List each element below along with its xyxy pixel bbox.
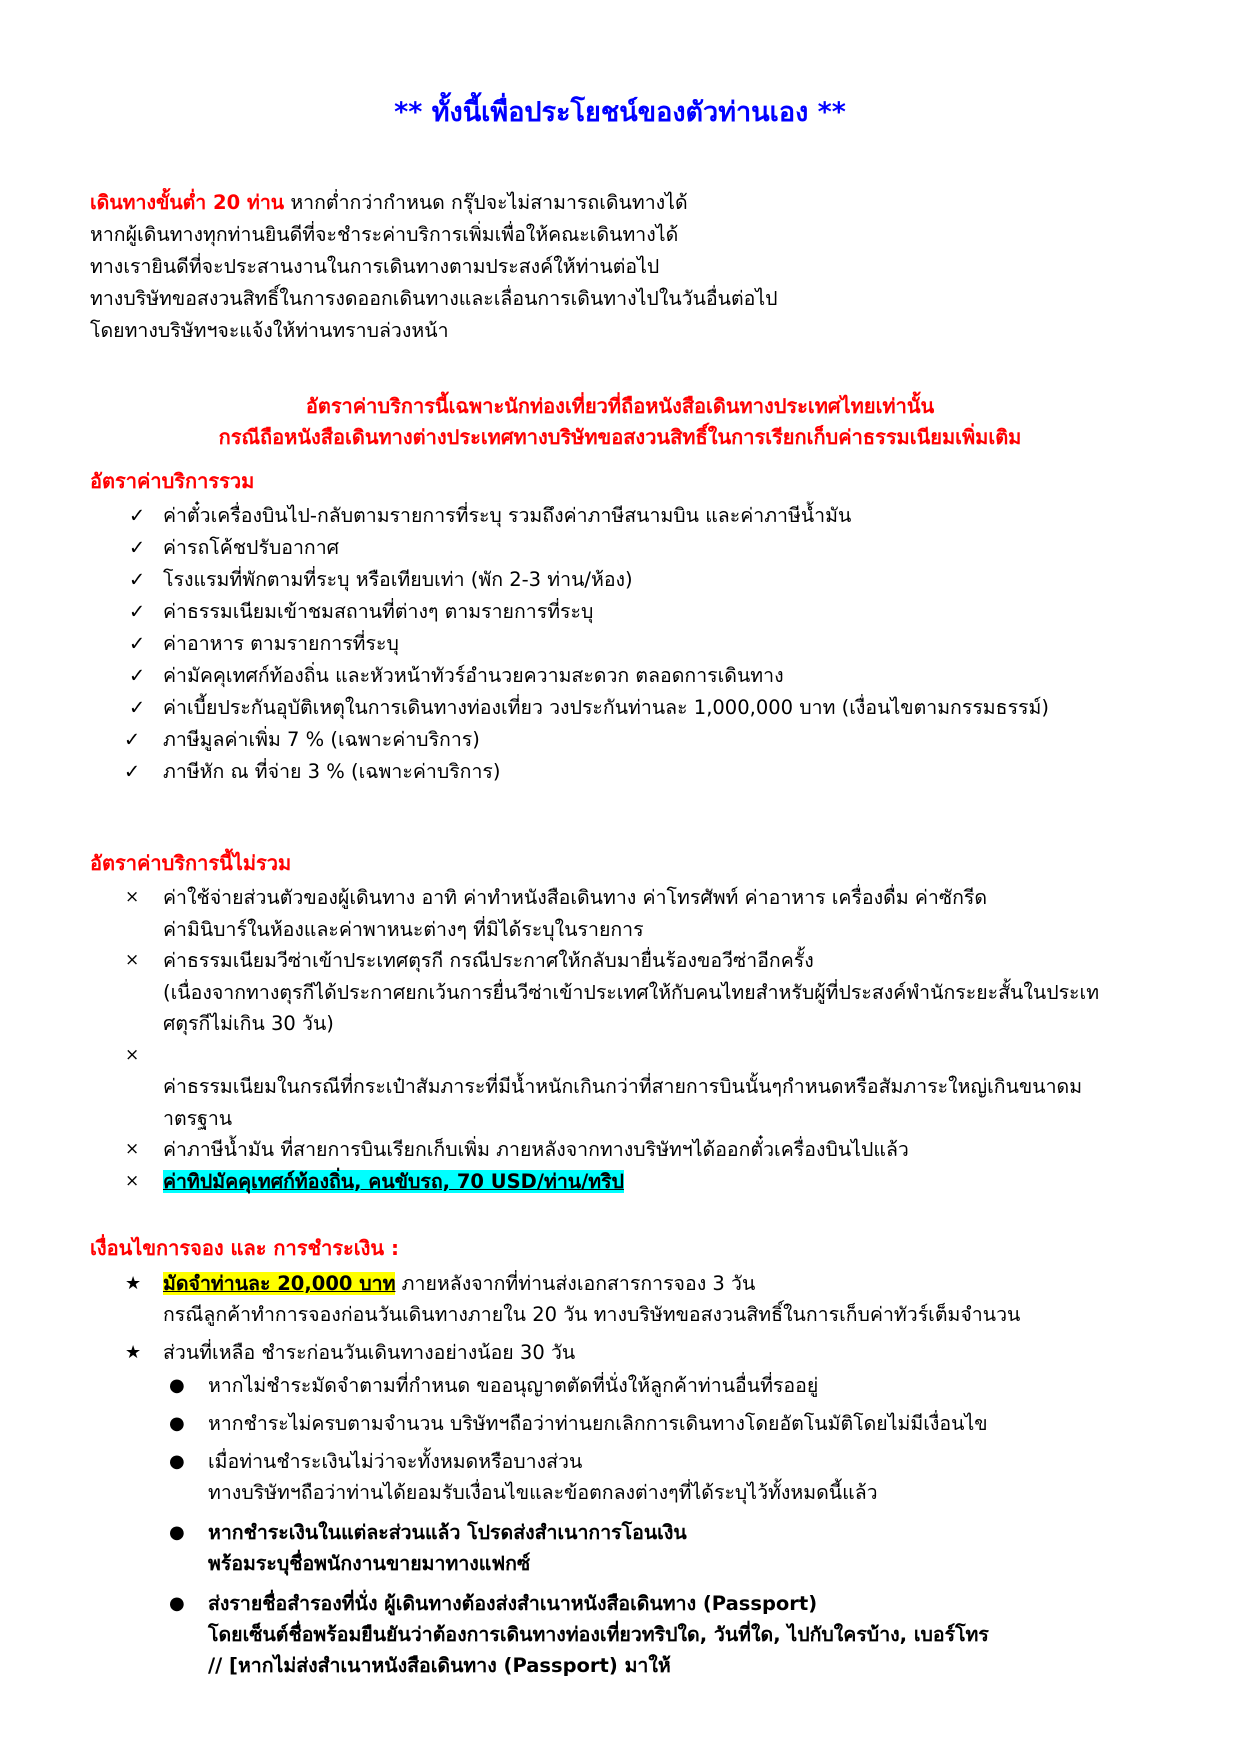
list-item: ✓ ค่าตั๋วเครื่องบินไป-กลับตามรายการที่ระบุ รวมถึงค่าภาษีสนามบิน และค่าภาษีน้ำมัน	[125, 500, 1205, 532]
cross-icon: ×	[125, 1044, 140, 1065]
list-item: ✓ ค่ามัคคุเทศก์ท้องถิ่น และหัวหน้าทัวร์อำนวยความสะดวก ตลอดการเดินทาง	[125, 660, 1205, 692]
list-item: ✓ ภาษีหัก ณ ที่จ่าย 3 % (เฉพาะค่าบริการ)	[125, 756, 1205, 788]
check-icon: ✓	[123, 760, 141, 783]
bullet-icon: ●	[169, 1375, 185, 1396]
list-item: × ค่าภาษีน้ำมัน ที่สายการบินเรียกเก็บเพิ่ม ภายหลังจากทางบริษัทฯได้ออกตั๋วเครื่องบินไปแล้ว	[125, 1134, 1215, 1166]
list-item: ● เมื่อท่านชำระเงินไม่ว่าจะทั้งหมดหรือบางส่วน ทางบริษัทฯถือว่าท่านได้ยอมรับเงื่อนไขและข้อตกลงต่างๆที่ได้ระบุไว้ทั้งหมดนี้แล้ว	[165, 1446, 1215, 1508]
booking-list	[125, 1268, 1215, 1368]
passport-notice	[0, 391, 1240, 453]
deposit-highlight: มัดจำท่านละ 20,000 บาท	[163, 1272, 396, 1295]
cross-icon: ×	[125, 1170, 140, 1191]
list-item: ★ ส่วนที่เหลือ ชำระก่อนวันเดินทางอย่างน้อย 30 วัน	[125, 1337, 1215, 1368]
intro-line-1: เดินทางขั้นต่ำ 20 ท่าน หากต่ำกว่ากำหนด กรุ๊ปจะไม่สามารถเดินทางได้	[90, 191, 688, 214]
list-item: ★ มัดจำท่านละ 20,000 บาท ภายหลังจากที่ท่านส่งเอกสารการจอง 3 วัน กรณีลูกค้าทำการจองก่อนวันเดินทางภายใน 20 วัน ทางบริษัทขอสงวนสิทธิ์ในการเก็บค่าทัวร์เต็มจำนวน	[125, 1268, 1215, 1330]
list-item: ● หากชำระเงินในแต่ละส่วนแล้ว โปรดส่งสำเนาการโอนเงิน พร้อมระบุชื่อพนักงานขายมาทางแฟกซ์	[165, 1517, 1215, 1579]
list-item: ✓ ค่ารถโค้ชปรับอากาศ	[125, 532, 1205, 564]
included-list	[125, 500, 1205, 788]
check-icon: ✓	[128, 600, 146, 623]
list-item: × ค่าใช้จ่ายส่วนตัวของผู้เดินทาง อาทิ ค่าทำหนังสือเดินทาง ค่าโทรศัพท์ ค่าอาหาร เครื่องดื่ม ค่าซักรีด ค่ามินิบาร์ในห้องและค่าพาหนะต่างๆ ที่มิได้ระบุในรายการ	[125, 882, 1215, 945]
bullet-icon: ●	[169, 1451, 185, 1472]
cross-icon: ×	[125, 887, 140, 907]
list-item: ✓ ค่าธรรมเนียมเข้าชมสถานที่ต่างๆ ตามรายการที่ระบุ	[125, 596, 1205, 628]
check-icon: ✓	[128, 536, 146, 559]
list-item: × ค่าธรรมเนียมในกรณีที่กระเป๋าสัมภาระที่มีน้ำหนักเกินกว่าที่สายการบินนั้นๆกำหนดหรือสัมภาระใหญ่เกินขนาดม าตรฐาน	[125, 1040, 1215, 1135]
intro-line-3: ทางเรายินดีที่จะประสานงานในการเดินทางตามประสงค์ให้ท่านต่อไป	[90, 255, 660, 278]
intro-line-5: โดยทางบริษัทฯจะแจ้งให้ท่านทราบล่วงหน้า	[90, 319, 449, 342]
star-icon: ★	[125, 1342, 142, 1363]
list-item: ✓ ภาษีมูลค่าเพิ่ม 7 % (เฉพาะค่าบริการ)	[125, 724, 1205, 756]
intro-line-4: ทางบริษัทขอสงวนสิทธิ์ในการงดออกเดินทางและเลื่อนการเดินทางไปในวันอื่นต่อไป	[90, 287, 778, 310]
bullet-icon: ●	[169, 1593, 185, 1614]
cross-icon: ×	[125, 1139, 140, 1159]
check-icon: ✓	[128, 504, 146, 527]
page-title: ** ทั้งนี้เพื่อประโยชน์ของตัวท่านเอง **	[394, 97, 846, 128]
notice-line-2: กรณีถือหนังสือเดินทางต่างประเทศทางบริษัทขอสงวนสิทธิ์ในการเรียกเก็บค่าธรรมเนียมเพิ่มเติม	[218, 425, 1022, 449]
list-item: × ค่าธรรมเนียมวีซ่าเข้าประเทศตุรกี กรณีประกาศให้กลับมายื่นร้องขอวีซ่าอีกครั้ง (เนื่องจากทางตุรกีได้ประกาศยกเว้นการยื่นวีซ่าเข้าประเทศให้กับคนไทยสำหรับผู้ที่ประสงค์พำนักระยะสั้นในประเท ศตุรกีไม่เกิน 30 วัน)	[125, 945, 1215, 1040]
intro-section	[90, 187, 1190, 347]
list-item: ● ส่งรายชื่อสำรองที่นั่ง ผู้เดินทางต้องส่งสำเนาหนังสือเดินทาง (Passport) โดยเซ็นต์ชื่อพร้อมยืนยันว่าต้องการเดินทางท่องเที่ยวทริปใด, วันที่ใด, ไปกับใครบ้าง, เบอร์โทร // [หากไม่ส่งสำเนาหนังสือเดินทาง (Passport) มาให้	[165, 1588, 1215, 1681]
intro-line-2: หากผู้เดินทางทุกท่านยินดีที่จะชำระค่าบริการเพิ่มเพื่อให้คณะเดินทางได้	[90, 223, 679, 246]
payment-conditions-list	[165, 1370, 1215, 1681]
list-item: ● หากไม่ชำระมัดจำตามที่กำหนด ขออนุญาตตัดที่นั่งให้ลูกค้าท่านอื่นที่รออยู่	[165, 1370, 1215, 1401]
list-item: ✓ ค่าเบี้ยประกันอุบัติเหตุในการเดินทางท่องเที่ยว วงประกันท่านละ 1,000,000 บาท (เงื่อนไขตามกรรมธรรม์)	[125, 692, 1205, 724]
notice-line-1: อัตราค่าบริการนี้เฉพาะนักท่องเที่ยวที่ถือหนังสือเดินทางประเทศไทยเท่านั้น	[305, 394, 935, 418]
excluded-list	[125, 882, 1215, 1197]
list-item: ✓ โรงแรมที่พักตามที่ระบุ หรือเทียบเท่า (พัก 2-3 ท่าน/ห้อง)	[125, 564, 1205, 596]
cross-icon: ×	[125, 950, 140, 970]
bullet-icon: ●	[169, 1413, 185, 1434]
check-icon: ✓	[128, 632, 146, 655]
check-icon: ✓	[123, 728, 141, 751]
included-heading: อัตราค่าบริการรวม	[90, 469, 255, 493]
star-icon: ★	[125, 1273, 142, 1294]
check-icon: ✓	[128, 696, 146, 719]
list-item: ● หากชำระไม่ครบตามจำนวน บริษัทฯถือว่าท่านยกเลิกการเดินทางโดยอัตโนมัติโดยไม่มีเงื่อนไข	[165, 1408, 1215, 1439]
list-item	[125, 1166, 1215, 1198]
list-item: ✓ ค่าอาหาร ตามรายการที่ระบุ	[125, 628, 1205, 660]
bullet-icon: ●	[169, 1522, 185, 1543]
booking-heading: เงื่อนไขการจอง และ การชำระเงิน :	[90, 1236, 400, 1260]
min-travel-text: เดินทางขั้นต่ำ 20 ท่าน	[90, 191, 285, 214]
check-icon: ✓	[128, 664, 146, 687]
tip-highlight: ค่าทิปมัคคุเทศก์ท้องถิ่น, คนขับรถ, 70 USD/ท่าน/ทริป	[163, 1169, 624, 1193]
check-icon: ✓	[128, 568, 146, 591]
excluded-heading: อัตราค่าบริการนี้ไม่รวม	[90, 851, 292, 875]
